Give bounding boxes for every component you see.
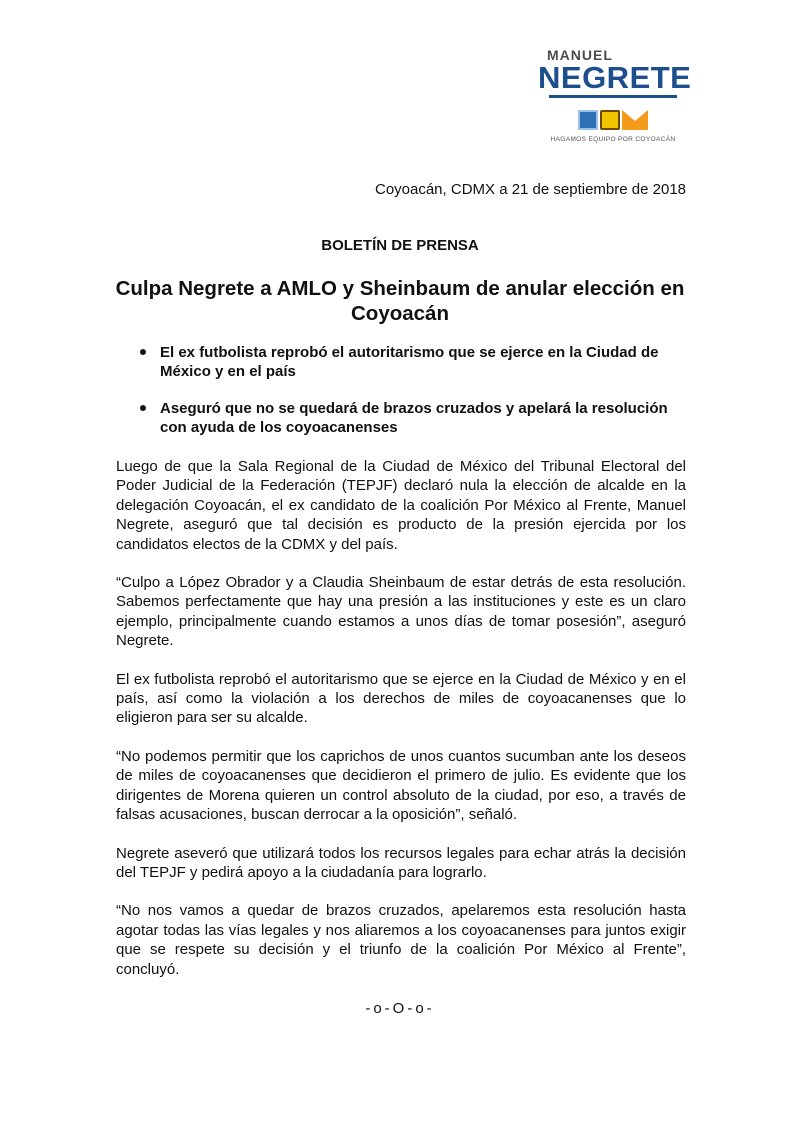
- headline: Culpa Negrete a AMLO y Sheinbaum de anular elección en Coyoacán: [115, 277, 685, 325]
- party-logos: [538, 110, 688, 130]
- bulletin-label: BOLETÍN DE PRENSA: [321, 237, 479, 254]
- body-paragraph: Negrete aseveró que utilizará todos los recursos legales para echar atrás la decisión del TEPJF y pedirá apoyo a la ciudadanía para lograrlo.: [116, 844, 686, 881]
- movimiento-ciudadano-logo-icon: [622, 110, 648, 130]
- campaign-logo: [538, 47, 692, 143]
- bullet-dot-icon: [140, 349, 146, 355]
- article-body: [116, 457, 686, 998]
- logo-slogan: HAGAMOS EQUIPO POR COYOACÁN: [550, 136, 676, 143]
- logo-last-name: NEGRETE: [538, 60, 692, 95]
- dateline: Coyoacán, CDMX a 21 de septiembre de 2018: [374, 181, 686, 198]
- logo-first-name: MANUEL: [547, 47, 613, 63]
- summary-bullet: [138, 343, 698, 381]
- summary-bullet: [138, 399, 698, 437]
- summary-bullets: [138, 343, 698, 455]
- body-paragraph: “Culpo a López Obrador y a Claudia Sheinbaum de estar detrás de esta resolución. Sabemos perfectamente que hay una presión a las instituciones y este es un claro ejemplo, principalmente cuando estamos a unos días de tomar posesión”, aseguró Negrete.: [116, 574, 686, 650]
- body-paragraph: “No podemos permitir que los caprichos de unos cuantos sucumban ante los deseos de miles de coyoacanenses que decidieron el primero de julio. Es evidente que los dirigentes de Morena quieren un control absoluto de la ciudad, por eso, a través de falsas acusaciones, buscan derrocar a la oposición”, señaló.: [116, 747, 686, 824]
- bullet-dot-icon: [140, 405, 146, 411]
- pan-logo-icon: [578, 110, 598, 130]
- body-paragraph: “No nos vamos a quedar de brazos cruzados, apelaremos esta resolución hasta agotar todas las vías legales y nos aliaremos a los coyoacanenses para juntos exigir que se respete su decisión y el triunfo de la coalición Por México al Frente”, concluyó.: [116, 902, 686, 978]
- body-paragraph: El ex futbolista reprobó el autoritarismo que se ejerce en la Ciudad de México y en el país, así como la violación a los derechos de miles de coyoacanenses que lo eligieron para ser su alcalde.: [116, 670, 686, 727]
- closing-mark: -o-O-o-: [365, 1000, 435, 1017]
- body-paragraph: Luego de que la Sala Regional de la Ciudad de México del Tribunal Electoral del Poder Judicial de la Federación (TEPJF) declaró nula la elección de alcalde en la delegación Coyoacán, el ex candidato de la coalición Por México al Frente, Manuel Negrete, aseguró que tal decisión es producto de la presión ejercida por los candidatos electos de la CDMX y del país.: [116, 458, 686, 553]
- summary-bullet-text: El ex futbolista reprobó el autoritarismo que se ejerce en la Ciudad de México y en el país: [160, 344, 659, 380]
- summary-bullet-text: Aseguró que no se quedará de brazos cruzados y apelará la resolución con ayuda de los coyoacanenses: [160, 400, 668, 436]
- logo-underline: [549, 95, 677, 98]
- prd-logo-icon: [600, 110, 620, 130]
